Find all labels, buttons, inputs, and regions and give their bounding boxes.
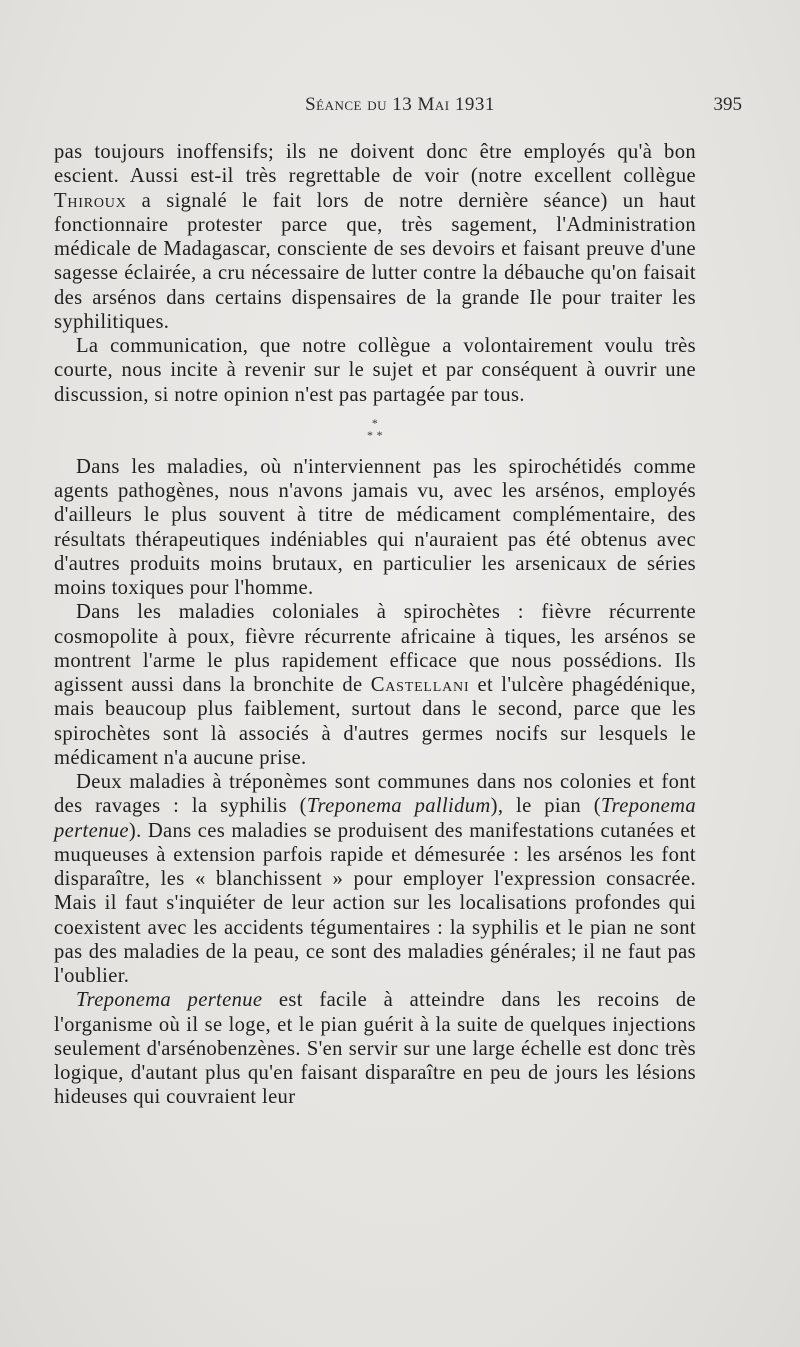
paragraph-5-text-c: ). Dans ces maladies se produisent des manifestations cutanées et muqueuses à extension parfois rapide et démesurée : les arsénos les font disparaître, les « blanchissent » pour employer l'expression consacrée. Mais il faut s'inquiéter de leur action sur les localisations profondes qui coexistent avec les accidents tégumentaires : la syphilis et le pian ne sont pas des maladies de la peau, ce sont des maladies générales; il ne faut pas l'oublier. [54,819,696,987]
body-text [54,140,696,1110]
paragraph-5-text-b: ), le pian ( [490,795,601,818]
species-treponema-pertenue: Treponema pertenue [54,795,696,842]
asterism-bottom: * * [366,427,384,442]
paragraph-4-text-a: Dans les maladies coloniales à spirochètes : fièvre récurrente cosmopolite à poux, fièvre récurrente africaine à tiques, les arsénos se montrent l'arme le plus rapidement efficace que nous possédions. Ils agissent aussi dans la bronchite de [54,601,696,696]
paragraph-5-text-a: Deux maladies à tréponèmes sont communes dans nos colonies et font des ravages : la syphilis ( [54,771,696,818]
section-asterism [54,417,696,441]
paragraph-3: Dans les maladies, où n'interviennent pas les spirochétidés comme agents pathogènes, nous n'avons jamais vu, avec les arsénos, employés d'ailleurs le plus souvent à titre de médicament complémentaire, des résultats thérapeutiques indéniables qui n'auraient pas été obtenus avec d'autres produits moins brutaux, en particulier les arsenicaux de séries moins toxiques pour l'homme. [54,455,696,599]
paragraph-1 [54,140,696,334]
page-number: 395 [713,94,742,115]
header-title: Séance du 13 Mai 1931 [305,94,495,115]
paragraph-1-text-b: a signalé le fait lors de notre dernière séance) un haut fonctionnaire protester parce que, très sagement, l'Administration médicale de Madagascar, consciente de ses devoirs et faisant preuve d'une sagesse éclairée, a cru nécessaire de lutter contre la débauche qu'on faisait des arsénos dans certains dispensaires de la grande Ile pour traiter les syphilitiques. [54,189,696,333]
paragraph-4 [54,600,696,770]
paragraph-1-text-a: pas toujours inoffensifs; ils ne doivent donc être employés qu'à bon escient. Aussi est-il très regrettable de voir (notre excellent collègue [54,141,696,188]
author-name-castellani: Castellani [370,674,470,696]
paragraph-2: La communication, que notre collègue a volontairement voulu très courte, nous incite à revenir sur le sujet et par conséquent à ouvrir une discussion, si notre opinion n'est pas partagée par tous. [54,335,696,406]
paragraph-5 [54,770,696,988]
author-name-thiroux: Thiroux [54,189,127,212]
species-treponema-pallidum: Treponema pallidum [306,795,491,818]
paragraph-6-text-b: est facile à atteindre dans les recoins de l'organisme où il se loge, et le pian guérit à la suite de quelques injections seulement d'arsénobenzènes. S'en servir sur une large échelle est donc très logique, d'autant plus qu'en faisant disparaître en peu de jours les lésions hideuses qui couvraient leur [54,989,697,1109]
species-treponema-pertenue-2: Treponema pertenue [76,989,263,1012]
running-head [0,94,800,120]
asterism-top: * [371,415,379,430]
paragraph-4-text-b: et l'ulcère phagédénique, mais beaucoup plus faiblement, surtout dans le second, parce que les spirochètes sont là associés à d'autres germes nocifs sur lesquels le médicament n'a aucune prise. [54,674,696,769]
paragraph-6 [54,988,696,1109]
